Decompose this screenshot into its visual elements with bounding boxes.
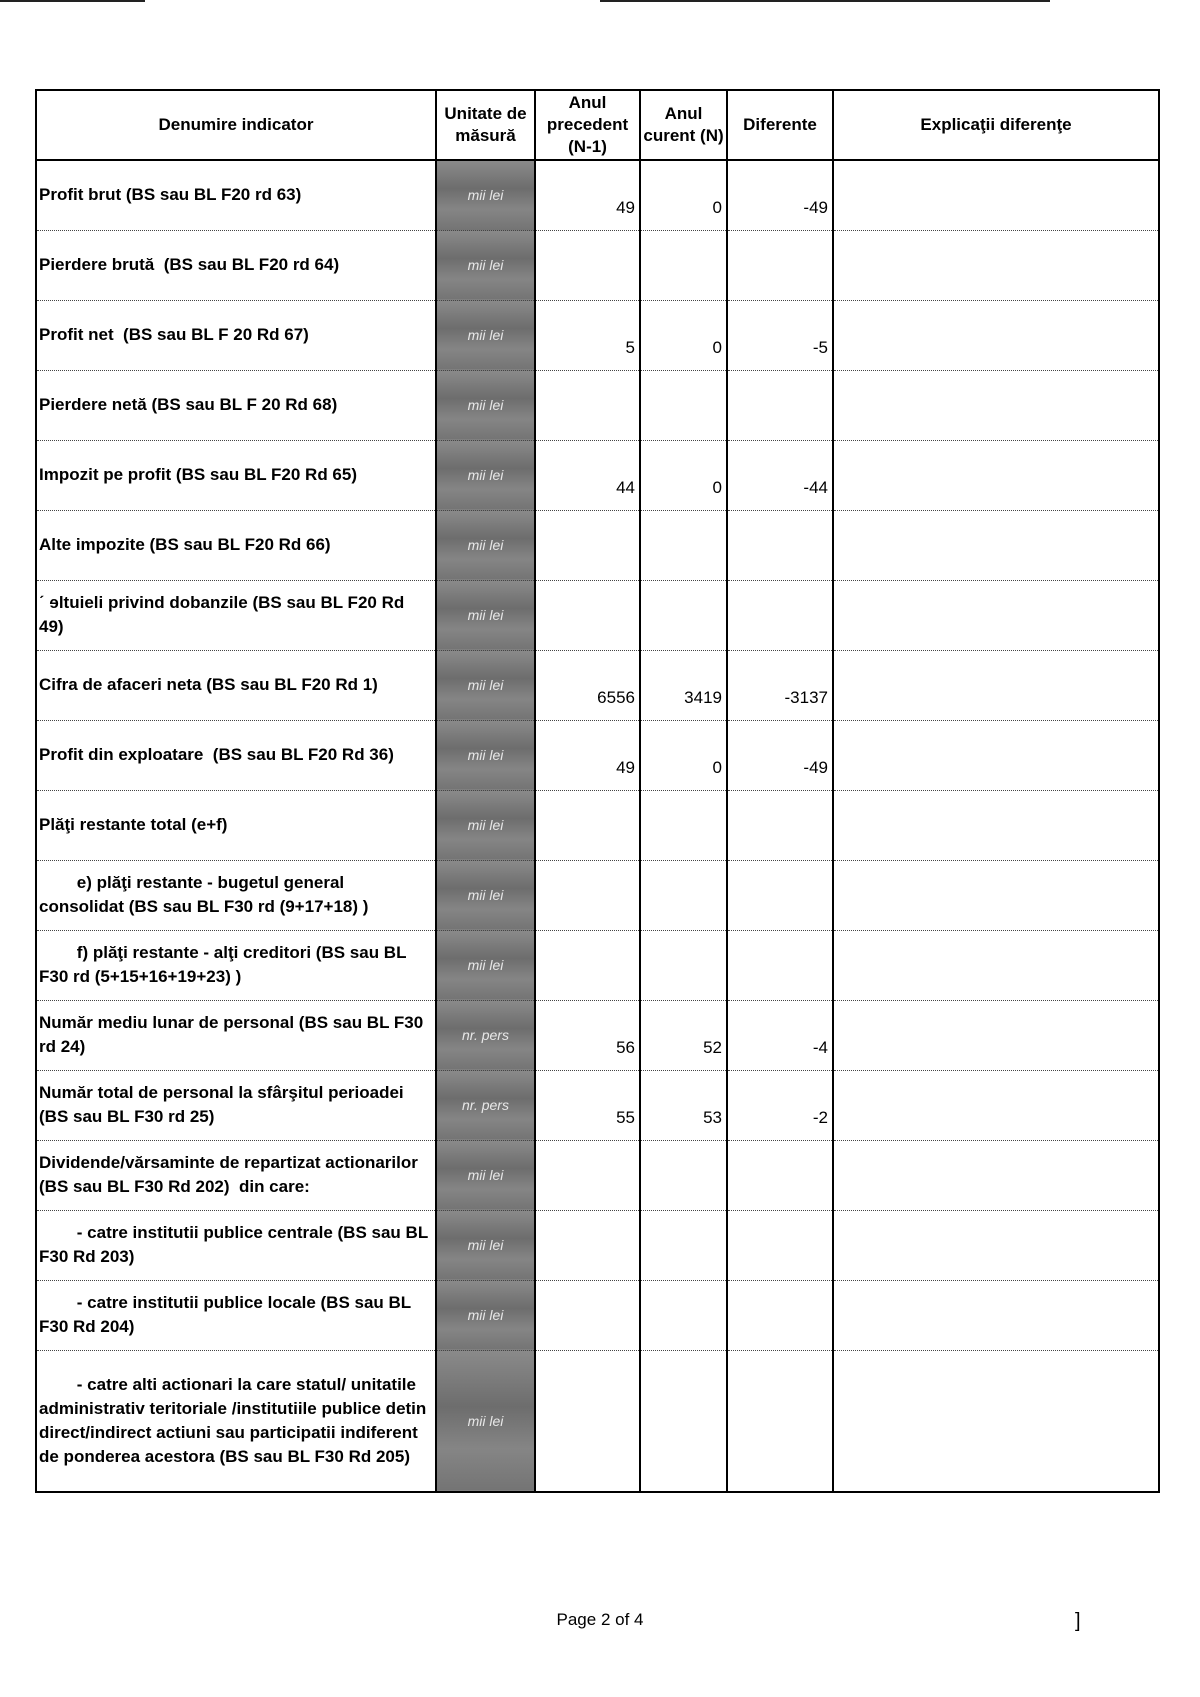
- indicators-table-container: [35, 89, 1158, 1493]
- difference-value: -49: [727, 160, 833, 230]
- indicator-name-cell: Alte impozite (BS sau BL F20 Rd 66): [36, 510, 436, 580]
- indicator-name-cell: - catre institutii publice locale (BS sau BL F30 Rd 204): [36, 1280, 436, 1350]
- table-row: [36, 510, 1159, 580]
- previous-year-value: 49: [535, 720, 640, 790]
- explanation-cell: [833, 650, 1159, 720]
- indicator-name-cell: Pierdere brută (BS sau BL F20 rd 64): [36, 230, 436, 300]
- unit-cell: mii lei: [436, 300, 535, 370]
- explanation-cell: [833, 930, 1159, 1000]
- current-year-value: [640, 230, 727, 300]
- difference-value: [727, 1350, 833, 1492]
- difference-value: [727, 230, 833, 300]
- unit-cell: mii lei: [436, 930, 535, 1000]
- explanation-cell: [833, 160, 1159, 230]
- unit-cell: mii lei: [436, 1140, 535, 1210]
- previous-year-value: [535, 580, 640, 650]
- previous-year-value: [535, 930, 640, 1000]
- current-year-value: [640, 860, 727, 930]
- current-year-value: [640, 370, 727, 440]
- current-year-value: 0: [640, 300, 727, 370]
- current-year-value: [640, 930, 727, 1000]
- indicator-name-cell: - catre institutii publice centrale (BS sau BL F30 Rd 203): [36, 1210, 436, 1280]
- indicator-name-cell: Pierdere netă (BS sau BL F 20 Rd 68): [36, 370, 436, 440]
- explanation-cell: [833, 370, 1159, 440]
- explanation-cell: [833, 510, 1159, 580]
- table-row: [36, 160, 1159, 230]
- indicator-name-cell: Număr total de personal la sfârşitul perioadei (BS sau BL F30 rd 25): [36, 1070, 436, 1140]
- explanation-cell: [833, 1350, 1159, 1492]
- previous-year-value: 44: [535, 440, 640, 510]
- indicator-name-cell: Cifra de afaceri neta (BS sau BL F20 Rd 1): [36, 650, 436, 720]
- difference-value: [727, 860, 833, 930]
- indicator-name-cell: Plăţi restante total (e+f): [36, 790, 436, 860]
- previous-year-value: 55: [535, 1070, 640, 1140]
- indicator-name-cell: Impozit pe profit (BS sau BL F20 Rd 65): [36, 440, 436, 510]
- header-indicator-name: Denumire indicator: [36, 90, 436, 160]
- current-year-value: 0: [640, 440, 727, 510]
- explanation-cell: [833, 1070, 1159, 1140]
- current-year-value: 0: [640, 720, 727, 790]
- previous-year-value: 56: [535, 1000, 640, 1070]
- current-year-value: 52: [640, 1000, 727, 1070]
- unit-cell: mii lei: [436, 650, 535, 720]
- explanation-cell: [833, 1140, 1159, 1210]
- table-row: [36, 1070, 1159, 1140]
- indicator-name-cell: Profit din exploatare (BS sau BL F20 Rd 36): [36, 720, 436, 790]
- explanation-cell: [833, 1210, 1159, 1280]
- unit-cell: mii lei: [436, 860, 535, 930]
- table-header-row: [36, 90, 1159, 160]
- header-current-year: Anul curent (N): [640, 90, 727, 160]
- explanation-cell: [833, 1280, 1159, 1350]
- table-row: [36, 1140, 1159, 1210]
- table-row: [36, 1210, 1159, 1280]
- table-row: [36, 930, 1159, 1000]
- difference-value: [727, 370, 833, 440]
- previous-year-value: 5: [535, 300, 640, 370]
- difference-value: [727, 790, 833, 860]
- indicators-table: [35, 89, 1160, 1493]
- difference-value: [727, 1140, 833, 1210]
- difference-value: -4: [727, 1000, 833, 1070]
- unit-cell: nr. pers: [436, 1070, 535, 1140]
- current-year-value: 3419: [640, 650, 727, 720]
- current-year-value: [640, 790, 727, 860]
- unit-cell: mii lei: [436, 790, 535, 860]
- difference-value: [727, 510, 833, 580]
- previous-year-value: [535, 790, 640, 860]
- current-year-value: 53: [640, 1070, 727, 1140]
- previous-year-value: 6556: [535, 650, 640, 720]
- current-year-value: [640, 1210, 727, 1280]
- table-row: [36, 650, 1159, 720]
- explanation-cell: [833, 230, 1159, 300]
- explanation-cell: [833, 300, 1159, 370]
- indicator-name-cell: Profit brut (BS sau BL F20 rd 63): [36, 160, 436, 230]
- table-row: [36, 440, 1159, 510]
- unit-cell: mii lei: [436, 580, 535, 650]
- explanation-cell: [833, 860, 1159, 930]
- header-unit: Unitate de măsură: [436, 90, 535, 160]
- explanation-cell: [833, 1000, 1159, 1070]
- current-year-value: [640, 510, 727, 580]
- unit-cell: mii lei: [436, 1210, 535, 1280]
- unit-cell: mii lei: [436, 1280, 535, 1350]
- table-row: [36, 580, 1159, 650]
- page-number: Page 2 of 4: [556, 1610, 644, 1629]
- previous-year-value: [535, 1280, 640, 1350]
- unit-cell: mii lei: [436, 440, 535, 510]
- explanation-cell: [833, 440, 1159, 510]
- table-row: [36, 230, 1159, 300]
- unit-cell: mii lei: [436, 510, 535, 580]
- difference-value: -5: [727, 300, 833, 370]
- table-row: [36, 300, 1159, 370]
- current-year-value: [640, 580, 727, 650]
- table-body: [36, 160, 1159, 1492]
- table-row: [36, 1000, 1159, 1070]
- difference-value: [727, 930, 833, 1000]
- previous-year-value: [535, 1140, 640, 1210]
- unit-cell: mii lei: [436, 370, 535, 440]
- unit-cell: mii lei: [436, 720, 535, 790]
- table-row: [36, 860, 1159, 930]
- explanation-cell: [833, 580, 1159, 650]
- difference-value: -49: [727, 720, 833, 790]
- indicator-name-cell: - catre alti actionari la care statul/ unitatile administrativ teritoriale /institutiile publice detin direct/indirect actiuni sau participatii indiferent de ponderea acestora (BS sau BL F30 Rd 205): [36, 1350, 436, 1492]
- unit-cell: mii lei: [436, 1350, 535, 1492]
- difference-value: [727, 1280, 833, 1350]
- indicator-name-cell: f) plăţi restante - alţi creditori (BS sau BL F30 rd (5+15+16+19+23) ): [36, 930, 436, 1000]
- page-bracket-mark: ]: [1075, 1610, 1081, 1632]
- previous-year-value: [535, 370, 640, 440]
- previous-year-value: [535, 860, 640, 930]
- table-row: [36, 1350, 1159, 1492]
- difference-value: -2: [727, 1070, 833, 1140]
- unit-cell: mii lei: [436, 230, 535, 300]
- indicator-name-cell: Dividende/vărsaminte de repartizat actionarilor (BS sau BL F30 Rd 202) din care:: [36, 1140, 436, 1210]
- current-year-value: [640, 1140, 727, 1210]
- explanation-cell: [833, 720, 1159, 790]
- previous-year-value: [535, 510, 640, 580]
- previous-year-value: [535, 1350, 640, 1492]
- current-year-value: [640, 1350, 727, 1492]
- difference-value: [727, 580, 833, 650]
- indicator-name-cell: ˊ ɘltuieli privind dobanzile (BS sau BL F20 Rd 49): [36, 580, 436, 650]
- previous-year-value: [535, 1210, 640, 1280]
- previous-year-value: [535, 230, 640, 300]
- indicator-name-cell: e) plăţi restante - bugetul general consolidat (BS sau BL F30 rd (9+17+18) ): [36, 860, 436, 930]
- top-rule-left: [0, 0, 145, 2]
- current-year-value: 0: [640, 160, 727, 230]
- current-year-value: [640, 1280, 727, 1350]
- header-explanations: Explicaţii diferenţe: [833, 90, 1159, 160]
- indicator-name-cell: Număr mediu lunar de personal (BS sau BL F30 rd 24): [36, 1000, 436, 1070]
- table-row: [36, 720, 1159, 790]
- difference-value: [727, 1210, 833, 1280]
- header-differences: Diferente: [727, 90, 833, 160]
- unit-cell: nr. pers: [436, 1000, 535, 1070]
- unit-cell: mii lei: [436, 160, 535, 230]
- table-row: [36, 1280, 1159, 1350]
- table-row: [36, 790, 1159, 860]
- previous-year-value: 49: [535, 160, 640, 230]
- table-row: [36, 370, 1159, 440]
- explanation-cell: [833, 790, 1159, 860]
- indicator-name-cell: Profit net (BS sau BL F 20 Rd 67): [36, 300, 436, 370]
- difference-value: -44: [727, 440, 833, 510]
- header-previous-year: Anul precedent (N-1): [535, 90, 640, 160]
- difference-value: -3137: [727, 650, 833, 720]
- top-rule-right: [600, 0, 1050, 2]
